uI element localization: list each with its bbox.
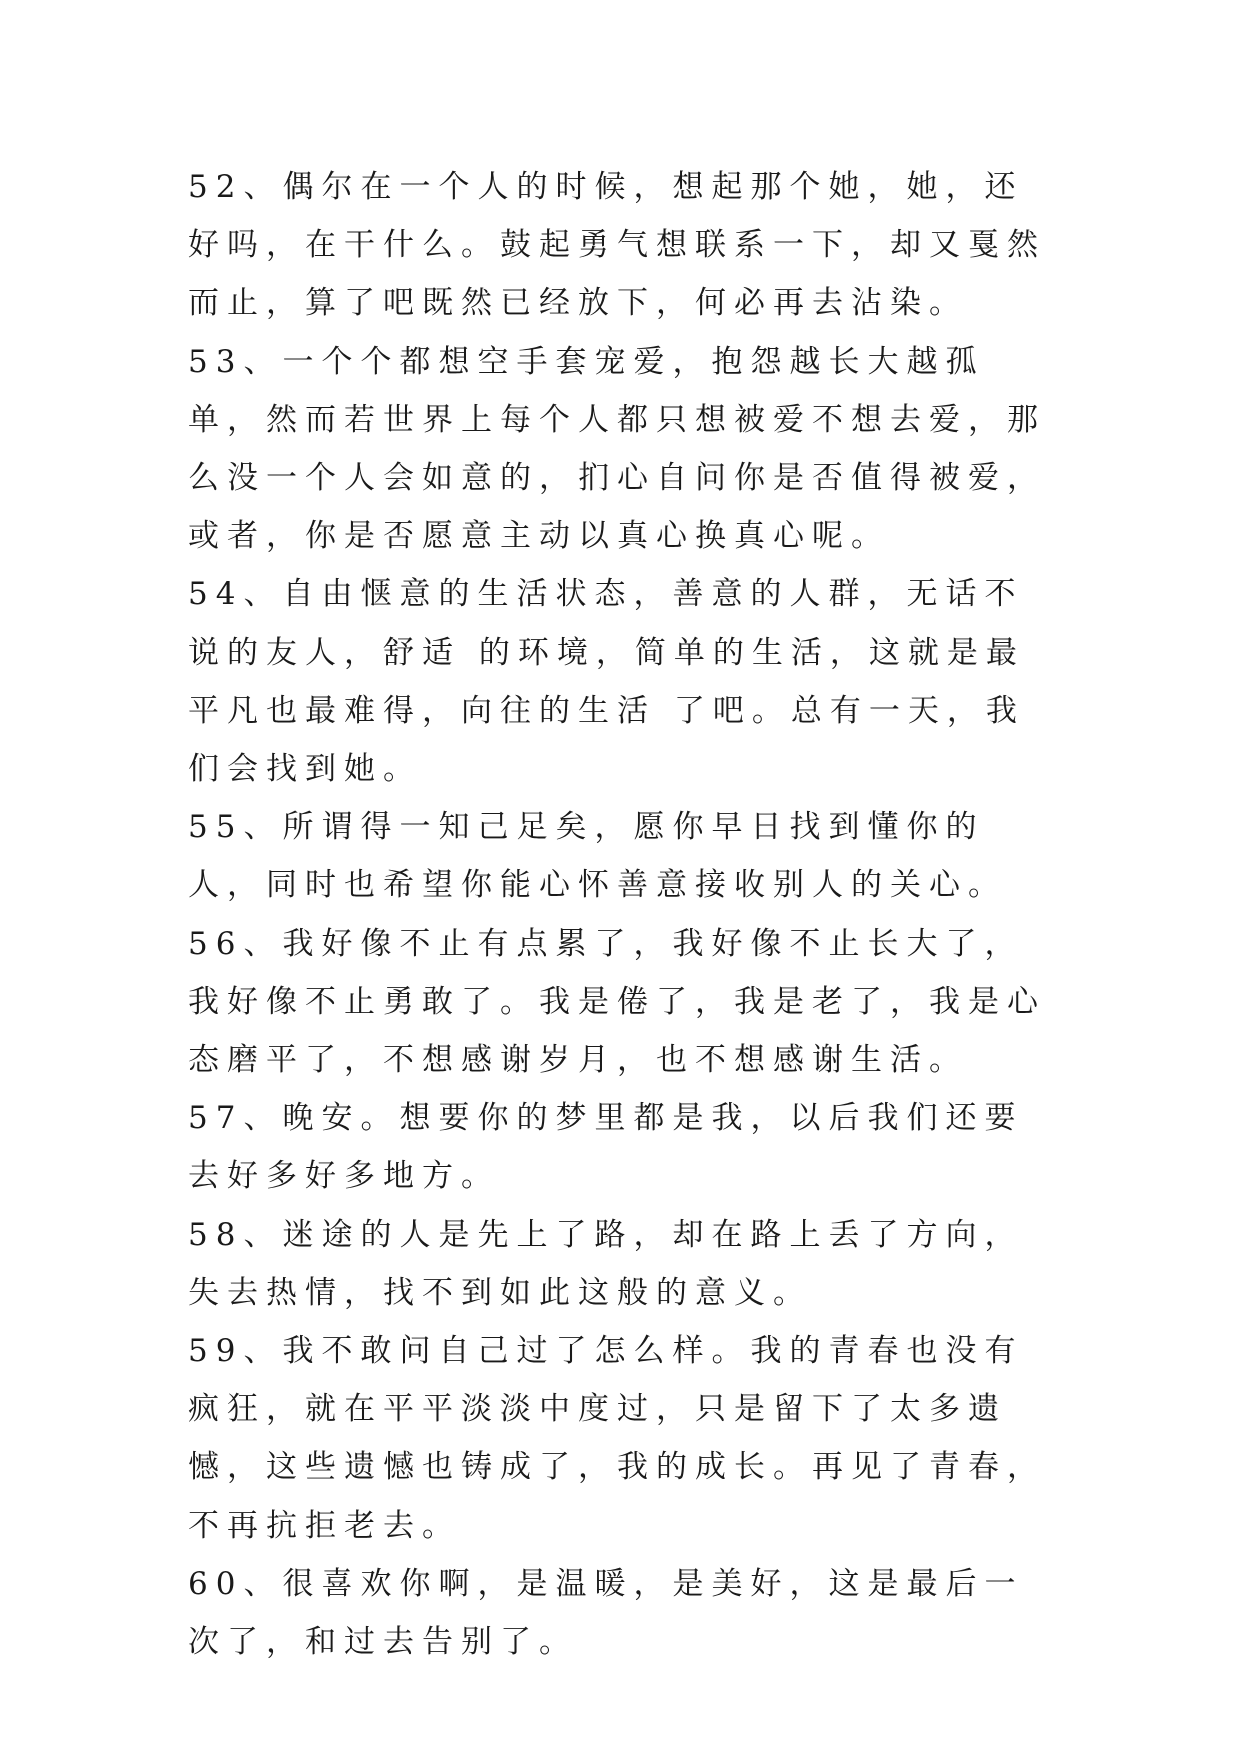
paragraph-57: 57、晚安。想要你的梦里都是我，以后我们还要去好多好多地方。 <box>188 1100 1024 1195</box>
paragraph-58: 58、迷途的人是先上了路，却在路上丢了方向，失去热情，找不到如此这般的意义。 <box>188 1216 1024 1311</box>
paragraph-54: 54、自由惬意的生活状态，善意的人群，无话不说的友人，舒适 的环境，简单的生活，这就是最平凡也最难得，向往的生活 了吧。总有一天，我们会找到她。 <box>188 576 1025 788</box>
paragraph-52: 52、偶尔在一个人的时候，想起那个她，她，还好吗，在干什么。鼓起勇气想联系一下，却又戛然而止，算了吧既然已经放下，何必再去沾染。 <box>188 169 1046 322</box>
paragraph-56: 56、我好像不止有点累了，我好像不止长大了，我好像不止勇敢了。我是倦了，我是老了，我是心态磨平了，不想感谢岁月，也不想感谢生活。 <box>188 925 1046 1079</box>
paragraph-60: 60、很喜欢你啊，是温暖，是美好，这是最后一次了，和过去告别了。 <box>188 1565 1024 1661</box>
paragraph-55: 55、所谓得一知己足矣，愿你早日找到懂你的人，同时也希望你能心怀善意接收别人的关心。 <box>188 809 1007 904</box>
paragraph-59: 59、我不敢问自己过了怎么样。我的青春也没有疯狂，就在平平淡淡中度过，只是留下了太多遗憾，这些遗憾也铸成了，我的成长。再见了青春，不再抗拒老去。 <box>188 1333 1046 1544</box>
document-body <box>188 158 1058 1671</box>
paragraph-53: 53、一个个都想空手套宠爱，抱怨越长大越孤单，然而若世界上每个人都只想被爱不想去爱，那么没一个人会如意的，扪心自问你是否值得被爱，或者，你是否愿意主动以真心换真心呢。 <box>188 343 1046 555</box>
